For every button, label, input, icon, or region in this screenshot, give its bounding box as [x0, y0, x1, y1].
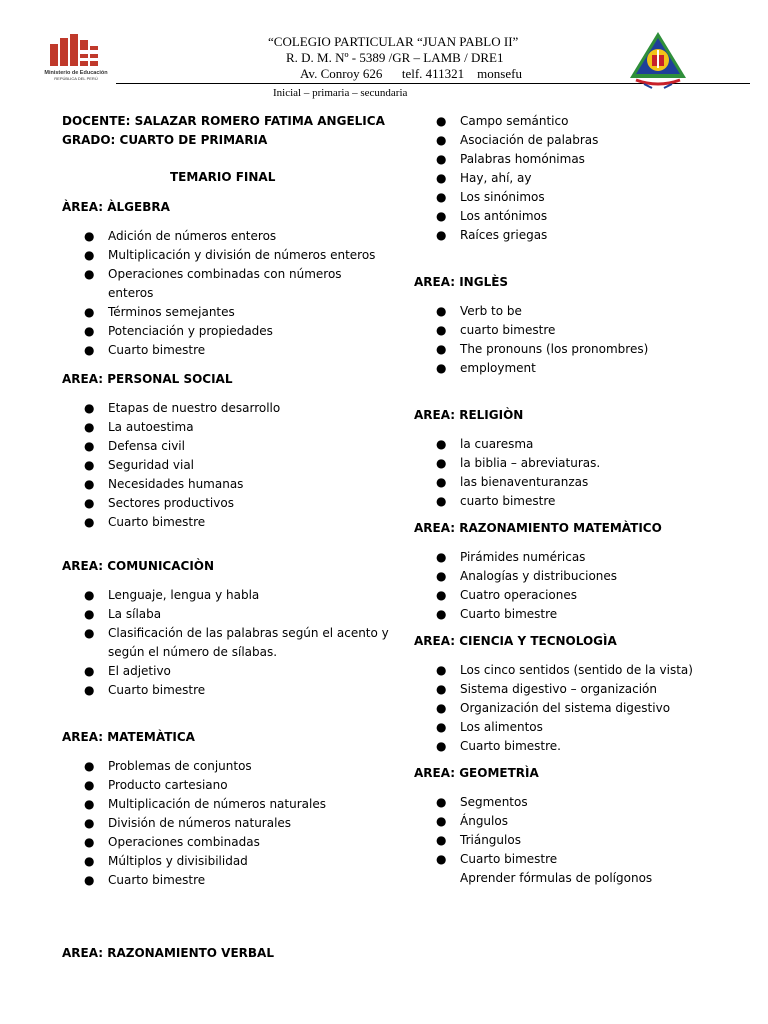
document-header — [0, 0, 768, 104]
bullet-icon: ● — [84, 816, 95, 830]
comunicacion-list — [62, 586, 392, 700]
ciencia-list — [414, 661, 714, 756]
list-item: ● Los antónimos — [414, 207, 714, 226]
bullet-icon: ● — [84, 401, 95, 415]
list-item: ● employment — [414, 359, 714, 378]
address-line: Av. Conroy 626 telf. 411321 monsefu — [300, 66, 522, 81]
bullet-icon: ● — [84, 873, 95, 887]
bullet-icon: ● — [436, 739, 447, 753]
rdm-line: R. D. M. Nº - 5389 /GR – LAMB / DRE1 — [286, 50, 504, 65]
ministry-logo-line-1: Ministerio de Educación — [44, 70, 108, 76]
geometria-list — [414, 793, 714, 869]
bullet-icon: ● — [436, 133, 447, 147]
bullet-icon: ● — [436, 342, 447, 356]
list-item: ● Triángulos — [414, 831, 714, 850]
list-item-continuation: enteros — [108, 286, 154, 300]
bullet-icon: ● — [436, 550, 447, 564]
list-item: ● The pronouns (los pronombres) — [414, 340, 714, 359]
bullet-icon: ● — [84, 797, 95, 811]
bullet-icon: ● — [436, 437, 447, 451]
list-item: ● La autoestima — [62, 418, 392, 437]
list-item: ● cuarto bimestre — [414, 492, 714, 511]
temario-title: TEMARIO FINAL — [170, 170, 276, 184]
bullet-icon: ● — [84, 477, 95, 491]
area-comunicacion-heading: AREA: COMUNICACIÒN — [62, 559, 215, 573]
bullet-icon: ● — [84, 515, 95, 529]
bullet-icon: ● — [436, 814, 447, 828]
list-item: ● Sectores productivos — [62, 494, 392, 513]
list-item: ● Sistema digestivo – organización — [414, 680, 714, 699]
area-razonamiento-verbal-heading: AREA: RAZONAMIENTO VERBAL — [62, 946, 274, 960]
bullet-icon: ● — [436, 569, 447, 583]
bullet-icon: ● — [436, 833, 447, 847]
bullet-icon: ● — [84, 229, 95, 243]
area-matematica-heading: AREA: MATEMÀTICA — [62, 730, 195, 744]
bullet-icon: ● — [436, 228, 447, 242]
bullet-icon: ● — [436, 795, 447, 809]
list-item: ● Segmentos — [414, 793, 714, 812]
algebra-list — [62, 227, 392, 360]
bullet-icon: ● — [436, 209, 447, 223]
list-item: ● Cuarto bimestre — [62, 513, 392, 532]
list-item: ● La sílaba — [62, 605, 392, 624]
list-item: ● Cuatro operaciones — [414, 586, 714, 605]
list-item: ● Potenciación y propiedades — [62, 322, 392, 341]
area-ciencia-heading: AREA: CIENCIA Y TECNOLOGÌA — [414, 634, 617, 648]
list-item: ● Cuarto bimestre — [414, 605, 714, 624]
list-item: ● Multiplicación y división de números enteros — [62, 246, 392, 265]
list-item: ● Raíces griegas — [414, 226, 714, 245]
ministry-logo-line-2: REPÚBLICA DEL PERÚ — [54, 76, 98, 81]
razonamiento-matematico-list — [414, 548, 714, 624]
list-item: ● Asociación de palabras — [414, 131, 714, 150]
list-item: ● Cuarto bimestre — [62, 871, 392, 890]
school-crest-logo — [626, 28, 690, 92]
bullet-icon: ● — [436, 701, 447, 715]
geometria-extra-note: Aprender fórmulas de polígonos — [460, 871, 653, 885]
list-item: ● Etapas de nuestro desarrollo — [62, 399, 392, 418]
bullet-icon: ● — [84, 854, 95, 868]
bullet-icon: ● — [436, 494, 447, 508]
list-item: ● Operaciones combinadas con números — [62, 265, 392, 284]
list-item: ● Términos semejantes — [62, 303, 392, 322]
area-religion-heading: AREA: RELIGIÒN — [414, 408, 524, 422]
list-item: ● Cuarto bimestre — [414, 850, 714, 869]
list-item: ● División de números naturales — [62, 814, 392, 833]
list-item: ● cuarto bimestre — [414, 321, 714, 340]
left-column — [62, 112, 392, 963]
list-item: ● Los cinco sentidos (sentido de la vista) — [414, 661, 714, 680]
right-column — [414, 112, 714, 888]
list-item: ● Verb to be — [414, 302, 714, 321]
bullet-icon: ● — [84, 267, 95, 281]
list-item: ● las bienaventuranzas — [414, 473, 714, 492]
list-item: ● Seguridad vial — [62, 456, 392, 475]
bullet-icon: ● — [84, 458, 95, 472]
bullet-icon: ● — [84, 626, 95, 640]
bullet-icon: ● — [84, 778, 95, 792]
ingles-list — [414, 302, 714, 378]
list-item: ● Analogías y distribuciones — [414, 567, 714, 586]
bullet-icon: ● — [84, 664, 95, 678]
list-item: ● Adición de números enteros — [62, 227, 392, 246]
bullet-icon: ● — [436, 663, 447, 677]
bullet-icon: ● — [436, 304, 447, 318]
list-item: ● la cuaresma — [414, 435, 714, 454]
bullet-icon: ● — [436, 588, 447, 602]
list-item-continuation: según el número de sílabas. — [108, 645, 278, 659]
area-razonamiento-matematico-heading: AREA: RAZONAMIENTO MATEMÀTICO — [414, 521, 662, 535]
bullet-icon: ● — [84, 683, 95, 697]
list-item: ● Multiplicación de números naturales — [62, 795, 392, 814]
bullet-icon: ● — [84, 496, 95, 510]
razonamiento-verbal-list — [414, 112, 714, 245]
bullet-icon: ● — [84, 588, 95, 602]
bullet-icon: ● — [436, 852, 447, 866]
bullet-icon: ● — [84, 305, 95, 319]
bullet-icon: ● — [84, 759, 95, 773]
bullet-icon: ● — [84, 420, 95, 434]
bullet-icon: ● — [436, 361, 447, 375]
list-item: ● Clasificación de las palabras según el acento y — [62, 624, 392, 643]
list-item: ● Los sinónimos — [414, 188, 714, 207]
list-item: ● Palabras homónimas — [414, 150, 714, 169]
bullet-icon: ● — [436, 475, 447, 489]
list-item: ● Cuarto bimestre — [62, 681, 392, 700]
list-item: ● Problemas de conjuntos — [62, 757, 392, 776]
bullet-icon: ● — [84, 835, 95, 849]
list-item: ● Organización del sistema digestivo — [414, 699, 714, 718]
area-algebra-heading: ÀREA: ÀLGEBRA — [62, 200, 170, 214]
area-ingles-heading: AREA: INGLÈS — [414, 275, 509, 289]
list-item: ● Los alimentos — [414, 718, 714, 737]
religion-list — [414, 435, 714, 511]
bullet-icon: ● — [436, 456, 447, 470]
docente-line: DOCENTE: SALAZAR ROMERO FATIMA ANGELICA — [62, 114, 385, 128]
bullet-icon: ● — [84, 439, 95, 453]
bullet-icon: ● — [84, 607, 95, 621]
list-item: ● Lenguaje, lengua y habla — [62, 586, 392, 605]
list-item: ● Hay, ahí, ay — [414, 169, 714, 188]
list-item: ● Cuarto bimestre — [62, 341, 392, 360]
personal-social-list — [62, 399, 392, 532]
bullet-icon: ● — [84, 343, 95, 357]
list-item: ● la biblia – abreviaturas. — [414, 454, 714, 473]
bullet-icon: ● — [436, 190, 447, 204]
list-item: ● Defensa civil — [62, 437, 392, 456]
list-item: ● Necesidades humanas — [62, 475, 392, 494]
matematica-list — [62, 757, 392, 890]
list-item: ● Campo semántico — [414, 112, 714, 131]
bullet-icon: ● — [436, 682, 447, 696]
list-item: ● Producto cartesiano — [62, 776, 392, 795]
bullet-icon: ● — [436, 114, 447, 128]
bullet-icon: ● — [436, 152, 447, 166]
bullet-icon: ● — [436, 720, 447, 734]
list-item: ● Operaciones combinadas — [62, 833, 392, 852]
list-item: ● El adjetivo — [62, 662, 392, 681]
grado-line: GRADO: CUARTO DE PRIMARIA — [62, 133, 268, 147]
list-item: ● Ángulos — [414, 812, 714, 831]
bullet-icon: ● — [436, 323, 447, 337]
bullet-icon: ● — [436, 607, 447, 621]
area-geometria-heading: AREA: GEOMETRÌA — [414, 766, 539, 780]
list-item: ● Múltiplos y divisibilidad — [62, 852, 392, 871]
area-personal-social-heading: AREA: PERSONAL SOCIAL — [62, 372, 233, 386]
bullet-icon: ● — [84, 324, 95, 338]
bullet-icon: ● — [84, 248, 95, 262]
bullet-icon: ● — [436, 171, 447, 185]
list-item: ● Cuarto bimestre. — [414, 737, 714, 756]
levels-line: Inicial – primaria – secundaria — [273, 87, 408, 99]
school-name: “COLEGIO PARTICULAR “JUAN PABLO II” — [268, 34, 519, 49]
ministry-of-education-logo — [44, 30, 108, 82]
list-item: ● Pirámides numéricas — [414, 548, 714, 567]
